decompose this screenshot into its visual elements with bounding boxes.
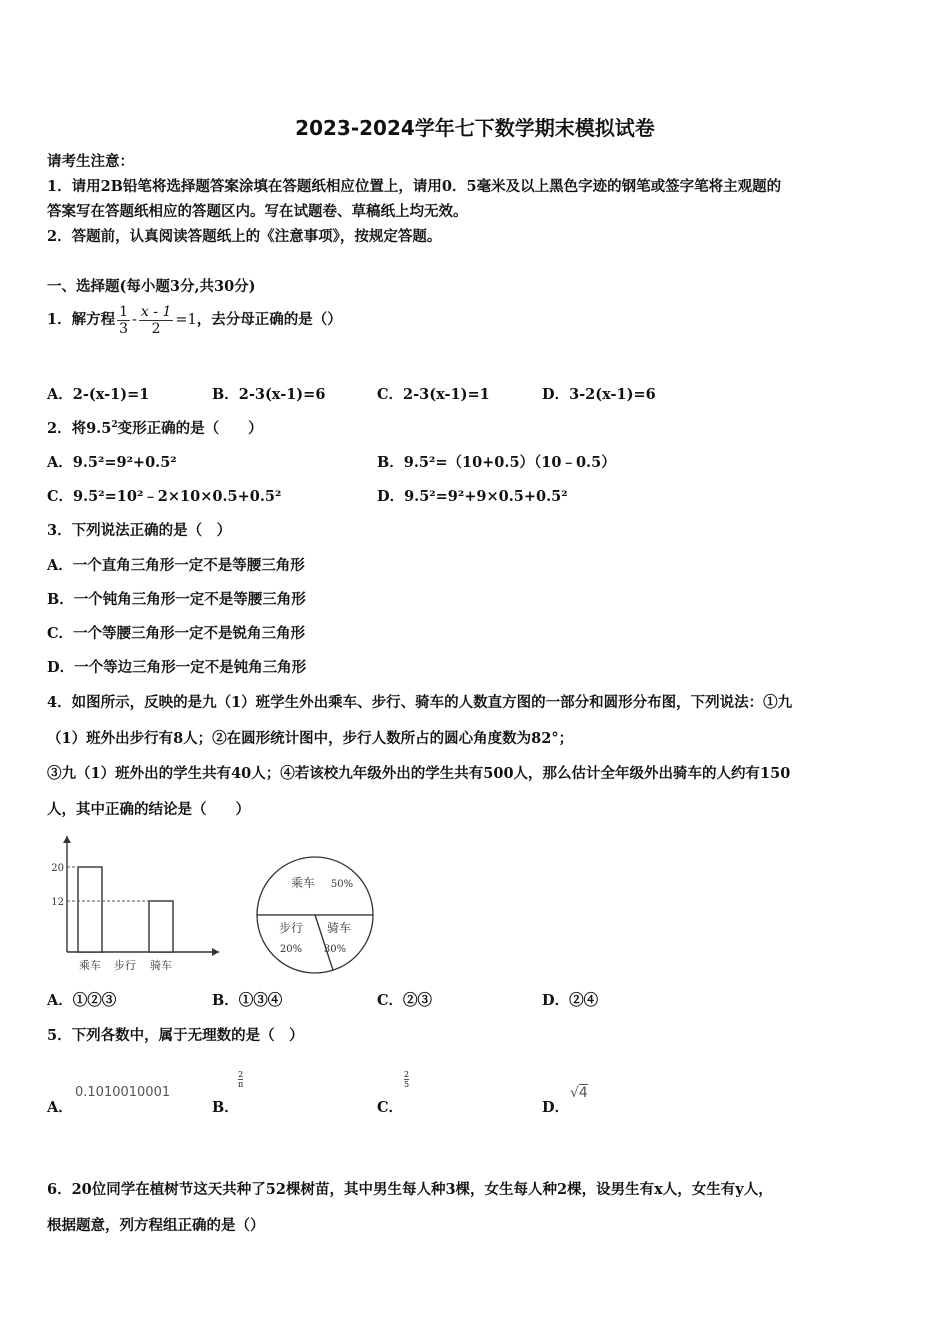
- pie-label: 乘车: [290, 876, 316, 890]
- q5-c-num: 2: [404, 1070, 410, 1079]
- bar-乘车: [78, 867, 102, 952]
- q1-option-a[interactable]: A．2-(x-1)=1: [47, 386, 150, 403]
- pie-label: 步行: [278, 921, 304, 935]
- q1-frac1-num: 1: [119, 303, 129, 320]
- q2-option-c[interactable]: C．9.5²=10²﹣2×10×0.5+0.5²: [47, 488, 282, 505]
- question-4-line-2: （1）班外出步行有8人；②在圆形统计图中，步行人数所占的圆心角度数为82°；: [47, 730, 574, 747]
- q1-frac2-den: 2: [151, 320, 161, 337]
- q5-b-den: π: [238, 1080, 244, 1089]
- q3-option-a[interactable]: A．一个直角三角形一定不是等腰三角形: [47, 557, 305, 574]
- q1-frac1-den: 3: [119, 320, 129, 337]
- y-tick-label: 12: [51, 897, 64, 908]
- bar-骑车: [149, 901, 173, 952]
- y-tick-label: 20: [51, 863, 64, 874]
- q2-stem-a: 2．将9.5: [47, 420, 112, 437]
- q4-option-c[interactable]: C．②③: [377, 992, 433, 1009]
- q3-option-b[interactable]: B．一个钝角三角形一定不是等腰三角形: [47, 591, 306, 608]
- q1-equals: =1: [175, 312, 197, 328]
- q3-option-d[interactable]: D．一个等边三角形一定不是钝角三角形: [47, 659, 307, 676]
- q5-c-den: 5: [404, 1080, 410, 1089]
- q5-d-radicand: 4: [578, 1085, 588, 1101]
- q2-option-d[interactable]: D．9.5²=9²+9×0.5+0.5²: [377, 488, 568, 505]
- q4-option-d[interactable]: D．②④: [542, 992, 599, 1009]
- q1-minus: -: [132, 312, 137, 328]
- q1-fraction-1: [117, 304, 130, 337]
- q5-option-d[interactable]: D．: [542, 1099, 570, 1116]
- q4-option-b[interactable]: B．①③④: [212, 992, 283, 1009]
- question-4-line-3: ③九（1）班外出的学生共有40人；④若该校九年级外出的学生共有500人，那么估计全年级外出骑车的人约有150: [47, 765, 791, 782]
- q5-b-fraction: [238, 1070, 243, 1089]
- notice-line-2: 2．答题前，认真阅读答题纸上的《注意事项》，按规定答题。: [47, 228, 442, 245]
- section-heading: 一、选择题(每小题3分,共30分): [47, 278, 256, 295]
- q1-fraction-2: [139, 304, 173, 337]
- pie-label: 骑车: [326, 921, 352, 935]
- q5-d-value: [570, 1085, 588, 1101]
- pie-chart: [252, 852, 378, 978]
- q1-option-b[interactable]: B．2-3(x-1)=6: [212, 386, 326, 403]
- question-6-line-2: 根据题意，列方程组正确的是（）: [47, 1217, 265, 1234]
- question-4-line-4: 人，其中正确的结论是（ ）: [47, 801, 250, 818]
- q1-option-d[interactable]: D．3-2(x-1)=6: [542, 386, 656, 403]
- q1-option-c[interactable]: C．2-3(x-1)=1: [377, 386, 490, 403]
- question-5-stem: 5．下列各数中，属于无理数的是（ ）: [47, 1027, 304, 1044]
- q2-stem-b: 变形正确的是（ ）: [117, 420, 263, 437]
- q5-option-b[interactable]: B．: [212, 1099, 239, 1116]
- page-title: 2023-2024学年七下数学期末模拟试卷: [295, 116, 655, 140]
- notice-line-1: 1．请用2B铅笔将选择题答案涂填在答题纸相应位置上，请用0．5毫米及以上黑色字迹的钢笔或签字笔将主观题的: [47, 178, 782, 195]
- question-4-line-1: 4．如图所示，反映的是九（1）班学生外出乘车、步行、骑车的人数直方图的一部分和圆形分布图，下列说法：①九: [47, 694, 793, 711]
- question-3-stem: 3．下列说法正确的是（ ）: [47, 522, 232, 539]
- x-tick-label: 步行: [114, 959, 136, 972]
- q2-option-b[interactable]: B．9.5²=（10+0.5）（10﹣0.5）: [377, 454, 616, 471]
- question-1-stem: [47, 302, 342, 338]
- q3-option-c[interactable]: C．一个等腰三角形一定不是锐角三角形: [47, 625, 306, 642]
- question-6-line-1: 6．20位同学在植树节这天共种了52棵树苗，其中男生每人种3棵，女生每人种2棵，设男生有x人，女生有y人，: [47, 1181, 773, 1198]
- x-tick-label: 乘车: [79, 959, 101, 972]
- q5-b-num: 2: [238, 1070, 244, 1079]
- pie-value-label: 20%: [279, 944, 303, 955]
- notice-line-1b: 答案写在答题纸相应的答题区内。写在试题卷、草稿纸上均无效。: [47, 203, 468, 220]
- q2-option-a[interactable]: A．9.5²=9²+0.5²: [47, 454, 177, 471]
- q5-option-c[interactable]: C．: [377, 1099, 404, 1116]
- q5-d-radical: √: [570, 1085, 579, 1101]
- q4-option-a[interactable]: A．①②③: [47, 992, 117, 1009]
- question-2-stem: [47, 419, 263, 439]
- bar-chart: [47, 830, 227, 978]
- notice-heading: 请考生注意：: [47, 153, 134, 170]
- pie-value-label: 50%: [330, 879, 354, 890]
- q1-prefix: 1．解方程: [47, 311, 116, 328]
- q5-a-value: 0.1010010001: [75, 1085, 171, 1100]
- q1-suffix: ，去分母正确的是（）: [196, 311, 342, 328]
- q5-c-fraction: [404, 1070, 409, 1089]
- q5-option-a[interactable]: A．: [47, 1099, 73, 1116]
- q2-stem-sup: 2: [111, 420, 118, 430]
- pie-value-label: 30%: [323, 944, 347, 955]
- q1-frac2-num: x - 1: [140, 303, 172, 320]
- x-tick-label: 骑车: [150, 959, 172, 972]
